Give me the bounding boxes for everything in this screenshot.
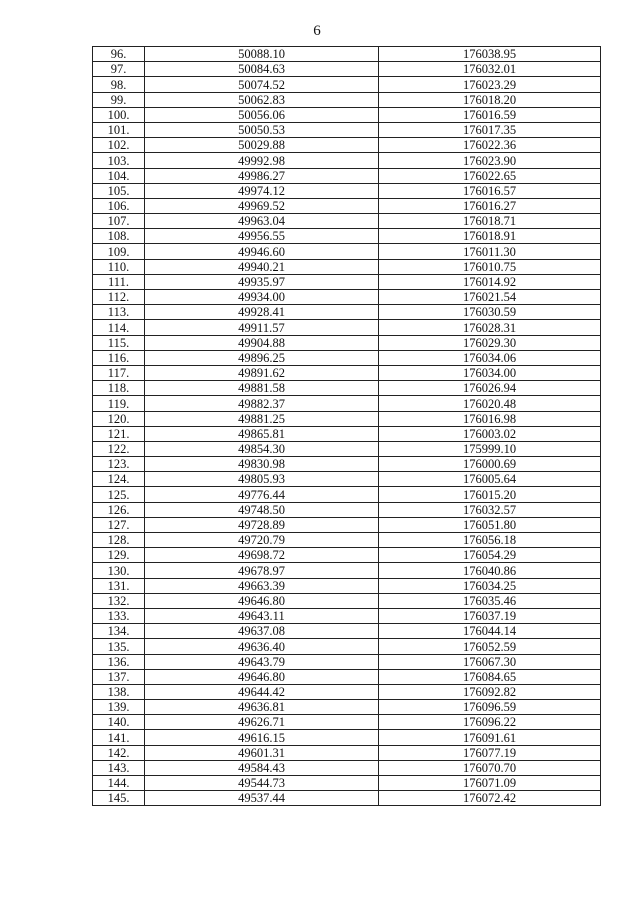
- point-number-cell: 110.: [93, 259, 145, 274]
- y-coordinate-cell: 176018.71: [379, 214, 601, 229]
- y-coordinate-cell: 176056.18: [379, 533, 601, 548]
- coordinates-table-body: [93, 47, 601, 806]
- point-number-cell: 142.: [93, 745, 145, 760]
- table-row: [93, 153, 601, 168]
- y-coordinate-cell: 176040.86: [379, 563, 601, 578]
- x-coordinate-cell: 49678.97: [145, 563, 379, 578]
- page-number: 6: [313, 23, 321, 39]
- x-coordinate-cell: 49911.57: [145, 320, 379, 335]
- x-coordinate-cell: 49992.98: [145, 153, 379, 168]
- point-number-cell: 122.: [93, 441, 145, 456]
- point-number-cell: 99.: [93, 92, 145, 107]
- table-row: [93, 411, 601, 426]
- point-number-cell: 114.: [93, 320, 145, 335]
- table-row: [93, 320, 601, 335]
- x-coordinate-cell: 49934.00: [145, 290, 379, 305]
- point-number-cell: 120.: [93, 411, 145, 426]
- table-row: [93, 62, 601, 77]
- x-coordinate-cell: 49584.43: [145, 760, 379, 775]
- x-coordinate-cell: 49601.31: [145, 745, 379, 760]
- y-coordinate-cell: 176021.54: [379, 290, 601, 305]
- y-coordinate-cell: 176011.30: [379, 244, 601, 259]
- table-row: [93, 335, 601, 350]
- x-coordinate-cell: 49974.12: [145, 183, 379, 198]
- y-coordinate-cell: 176032.01: [379, 62, 601, 77]
- y-coordinate-cell: 176038.95: [379, 47, 601, 62]
- point-number-cell: 109.: [93, 244, 145, 259]
- point-number-cell: 121.: [93, 426, 145, 441]
- y-coordinate-cell: 176023.29: [379, 77, 601, 92]
- x-coordinate-cell: 50084.63: [145, 62, 379, 77]
- table-row: [93, 350, 601, 365]
- y-coordinate-cell: 176005.64: [379, 472, 601, 487]
- table-row: [93, 548, 601, 563]
- y-coordinate-cell: 176028.31: [379, 320, 601, 335]
- table-row: [93, 715, 601, 730]
- point-number-cell: 137.: [93, 669, 145, 684]
- y-coordinate-cell: 176016.59: [379, 107, 601, 122]
- x-coordinate-cell: 49728.89: [145, 517, 379, 532]
- table-row: [93, 198, 601, 213]
- x-coordinate-cell: 49956.55: [145, 229, 379, 244]
- point-number-cell: 129.: [93, 548, 145, 563]
- y-coordinate-cell: 176016.27: [379, 198, 601, 213]
- table-row: [93, 426, 601, 441]
- point-number-cell: 138.: [93, 684, 145, 699]
- table-row: [93, 593, 601, 608]
- y-coordinate-cell: 176054.29: [379, 548, 601, 563]
- x-coordinate-cell: 50050.53: [145, 122, 379, 137]
- table-row: [93, 745, 601, 760]
- x-coordinate-cell: 49626.71: [145, 715, 379, 730]
- table-row: [93, 183, 601, 198]
- y-coordinate-cell: 176022.36: [379, 138, 601, 153]
- y-coordinate-cell: 176000.69: [379, 457, 601, 472]
- point-number-cell: 105.: [93, 183, 145, 198]
- y-coordinate-cell: 176023.90: [379, 153, 601, 168]
- x-coordinate-cell: 49646.80: [145, 669, 379, 684]
- y-coordinate-cell: 176092.82: [379, 684, 601, 699]
- point-number-cell: 113.: [93, 305, 145, 320]
- x-coordinate-cell: 49646.80: [145, 593, 379, 608]
- y-coordinate-cell: 176029.30: [379, 335, 601, 350]
- x-coordinate-cell: 49698.72: [145, 548, 379, 563]
- x-coordinate-cell: 49644.42: [145, 684, 379, 699]
- y-coordinate-cell: 176077.19: [379, 745, 601, 760]
- table-row: [93, 578, 601, 593]
- x-coordinate-cell: 49882.37: [145, 396, 379, 411]
- x-coordinate-cell: 49946.60: [145, 244, 379, 259]
- y-coordinate-cell: 176091.61: [379, 730, 601, 745]
- point-number-cell: 124.: [93, 472, 145, 487]
- point-number-cell: 144.: [93, 776, 145, 791]
- y-coordinate-cell: 176034.06: [379, 350, 601, 365]
- table-row: [93, 365, 601, 380]
- y-coordinate-cell: 176096.59: [379, 700, 601, 715]
- y-coordinate-cell: 176035.46: [379, 593, 601, 608]
- y-coordinate-cell: 176016.98: [379, 411, 601, 426]
- x-coordinate-cell: 49805.93: [145, 472, 379, 487]
- table-row: [93, 700, 601, 715]
- point-number-cell: 96.: [93, 47, 145, 62]
- table-row: [93, 730, 601, 745]
- point-number-cell: 104.: [93, 168, 145, 183]
- x-coordinate-cell: 49636.40: [145, 639, 379, 654]
- table-row: [93, 441, 601, 456]
- y-coordinate-cell: 176034.00: [379, 365, 601, 380]
- y-coordinate-cell: 176018.20: [379, 92, 601, 107]
- y-coordinate-cell: 176020.48: [379, 396, 601, 411]
- table-row: [93, 487, 601, 502]
- y-coordinate-cell: 176071.09: [379, 776, 601, 791]
- table-row: [93, 791, 601, 806]
- point-number-cell: 135.: [93, 639, 145, 654]
- x-coordinate-cell: 49935.97: [145, 274, 379, 289]
- x-coordinate-cell: 50074.52: [145, 77, 379, 92]
- table-row: [93, 168, 601, 183]
- point-number-cell: 140.: [93, 715, 145, 730]
- x-coordinate-cell: 50062.83: [145, 92, 379, 107]
- table-row: [93, 47, 601, 62]
- y-coordinate-cell: 176016.57: [379, 183, 601, 198]
- point-number-cell: 145.: [93, 791, 145, 806]
- x-coordinate-cell: 49637.08: [145, 624, 379, 639]
- x-coordinate-cell: 49963.04: [145, 214, 379, 229]
- y-coordinate-cell: 176026.94: [379, 381, 601, 396]
- x-coordinate-cell: 49663.39: [145, 578, 379, 593]
- x-coordinate-cell: 49928.41: [145, 305, 379, 320]
- point-number-cell: 116.: [93, 350, 145, 365]
- table-row: [93, 381, 601, 396]
- point-number-cell: 98.: [93, 77, 145, 92]
- x-coordinate-cell: 50029.88: [145, 138, 379, 153]
- y-coordinate-cell: 176067.30: [379, 654, 601, 669]
- table-row: [93, 107, 601, 122]
- y-coordinate-cell: 175999.10: [379, 441, 601, 456]
- point-number-cell: 139.: [93, 700, 145, 715]
- point-number-cell: 128.: [93, 533, 145, 548]
- point-number-cell: 141.: [93, 730, 145, 745]
- x-coordinate-cell: 49881.58: [145, 381, 379, 396]
- x-coordinate-cell: 49865.81: [145, 426, 379, 441]
- point-number-cell: 101.: [93, 122, 145, 137]
- x-coordinate-cell: 49830.98: [145, 457, 379, 472]
- point-number-cell: 102.: [93, 138, 145, 153]
- x-coordinate-cell: 49616.15: [145, 730, 379, 745]
- table-row: [93, 77, 601, 92]
- point-number-cell: 132.: [93, 593, 145, 608]
- y-coordinate-cell: 176052.59: [379, 639, 601, 654]
- point-number-cell: 119.: [93, 396, 145, 411]
- table-row: [93, 502, 601, 517]
- point-number-cell: 131.: [93, 578, 145, 593]
- y-coordinate-cell: 176032.57: [379, 502, 601, 517]
- point-number-cell: 134.: [93, 624, 145, 639]
- y-coordinate-cell: 176084.65: [379, 669, 601, 684]
- x-coordinate-cell: 49940.21: [145, 259, 379, 274]
- point-number-cell: 103.: [93, 153, 145, 168]
- x-coordinate-cell: 49720.79: [145, 533, 379, 548]
- table-row: [93, 305, 601, 320]
- x-coordinate-cell: 49643.11: [145, 608, 379, 623]
- table-row: [93, 472, 601, 487]
- y-coordinate-cell: 176037.19: [379, 608, 601, 623]
- y-coordinate-cell: 176051.80: [379, 517, 601, 532]
- x-coordinate-cell: 49891.62: [145, 365, 379, 380]
- x-coordinate-cell: 49544.73: [145, 776, 379, 791]
- table-row: [93, 290, 601, 305]
- point-number-cell: 125.: [93, 487, 145, 502]
- table-row: [93, 624, 601, 639]
- y-coordinate-cell: 176018.91: [379, 229, 601, 244]
- table-row: [93, 684, 601, 699]
- x-coordinate-cell: 49969.52: [145, 198, 379, 213]
- table-row: [93, 122, 601, 137]
- y-coordinate-cell: 176010.75: [379, 259, 601, 274]
- y-coordinate-cell: 176003.02: [379, 426, 601, 441]
- y-coordinate-cell: 176072.42: [379, 791, 601, 806]
- point-number-cell: 143.: [93, 760, 145, 775]
- x-coordinate-cell: 49776.44: [145, 487, 379, 502]
- y-coordinate-cell: 176070.70: [379, 760, 601, 775]
- x-coordinate-cell: 49986.27: [145, 168, 379, 183]
- x-coordinate-cell: 49636.81: [145, 700, 379, 715]
- point-number-cell: 100.: [93, 107, 145, 122]
- x-coordinate-cell: 49904.88: [145, 335, 379, 350]
- x-coordinate-cell: 49854.30: [145, 441, 379, 456]
- y-coordinate-cell: 176017.35: [379, 122, 601, 137]
- y-coordinate-cell: 176034.25: [379, 578, 601, 593]
- table-row: [93, 138, 601, 153]
- point-number-cell: 123.: [93, 457, 145, 472]
- point-number-cell: 97.: [93, 62, 145, 77]
- point-number-cell: 106.: [93, 198, 145, 213]
- point-number-cell: 112.: [93, 290, 145, 305]
- coordinates-table: [92, 46, 601, 806]
- table-row: [93, 244, 601, 259]
- table-row: [93, 396, 601, 411]
- point-number-cell: 133.: [93, 608, 145, 623]
- table-row: [93, 274, 601, 289]
- point-number-cell: 118.: [93, 381, 145, 396]
- table-row: [93, 608, 601, 623]
- y-coordinate-cell: 176096.22: [379, 715, 601, 730]
- table-row: [93, 760, 601, 775]
- point-number-cell: 127.: [93, 517, 145, 532]
- table-row: [93, 563, 601, 578]
- x-coordinate-cell: 49881.25: [145, 411, 379, 426]
- point-number-cell: 136.: [93, 654, 145, 669]
- y-coordinate-cell: 176015.20: [379, 487, 601, 502]
- y-coordinate-cell: 176022.65: [379, 168, 601, 183]
- table-row: [93, 259, 601, 274]
- point-number-cell: 115.: [93, 335, 145, 350]
- y-coordinate-cell: 176044.14: [379, 624, 601, 639]
- x-coordinate-cell: 49537.44: [145, 791, 379, 806]
- point-number-cell: 107.: [93, 214, 145, 229]
- table-row: [93, 457, 601, 472]
- table-row: [93, 517, 601, 532]
- point-number-cell: 111.: [93, 274, 145, 289]
- x-coordinate-cell: 50056.06: [145, 107, 379, 122]
- point-number-cell: 130.: [93, 563, 145, 578]
- x-coordinate-cell: 49643.79: [145, 654, 379, 669]
- x-coordinate-cell: 50088.10: [145, 47, 379, 62]
- table-row: [93, 229, 601, 244]
- table-row: [93, 533, 601, 548]
- point-number-cell: 126.: [93, 502, 145, 517]
- table-row: [93, 92, 601, 107]
- y-coordinate-cell: 176014.92: [379, 274, 601, 289]
- x-coordinate-cell: 49896.25: [145, 350, 379, 365]
- table-row: [93, 654, 601, 669]
- x-coordinate-cell: 49748.50: [145, 502, 379, 517]
- table-row: [93, 669, 601, 684]
- table-row: [93, 639, 601, 654]
- table-row: [93, 776, 601, 791]
- point-number-cell: 108.: [93, 229, 145, 244]
- table-row: [93, 214, 601, 229]
- y-coordinate-cell: 176030.59: [379, 305, 601, 320]
- point-number-cell: 117.: [93, 365, 145, 380]
